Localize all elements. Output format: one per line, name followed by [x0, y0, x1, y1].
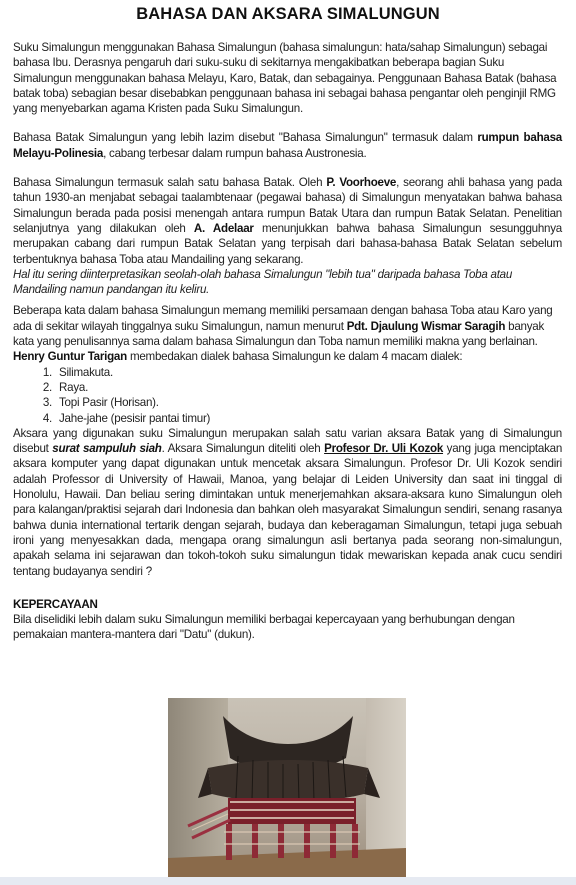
list-item: 3. Topi Pasir (Horisan).: [55, 395, 562, 410]
list-item: 4. Jahe-jahe (pesisir pantai timur): [55, 411, 562, 426]
paragraph-vocabulary: Beberapa kata dalam bahasa Simalungun memang memiliki persamaan dengan bahasa Toba atau Karo yang ada di sekitar wilayah tinggalnya suku Simalungun, namun menurut Pdt. Djaulung Wismar Saragih banyak kata yang penulisannya sama dalam bahasa Simalungun dan Toba namun memiliki makna yang berlainan.: [13, 304, 553, 349]
page-title: BAHASA DAN AKSARA SIMALUNGUN: [136, 5, 440, 23]
list-item: 2. Raya.: [55, 380, 562, 395]
bold-name-tarigan: Henry Guntur Tarigan: [13, 350, 127, 364]
traditional-house-model-image: [168, 698, 406, 878]
bold-name-voorhoeve: P. Voorhoeve: [326, 176, 397, 190]
page-footer-strip: [0, 877, 576, 885]
dialect-list: [13, 365, 562, 426]
bold-name-adelaar: A. Adelaar: [193, 221, 254, 235]
article-body: [13, 40, 562, 643]
kozok-link[interactable]: Profesor Dr. Uli Kozok: [324, 442, 444, 456]
section-heading-kepercayaan: KEPERCAYAAN: [13, 597, 98, 611]
bold-italic-term: surat sampuluh siah: [52, 442, 162, 456]
paragraph-classification: Bahasa Simalungun termasuk salah satu bahasa Batak. Oleh P. Voorhoeve, seorang ahli bahasa yang pada tahun 1930-an menjabat sebagai taalambtenaar (pegawai bahasa) di Simalungun menyatakan bahwa bahasa Simalungun berada pada posisi menengah antara rumpun Batak Utara dan rumpun Batak Selatan. Penelitian selanjutnya yang dilakukan oleh A. Adelaar menunjukkan bahwa bahasa Simalungun sesungguhnya merupakan cabang dari rumpun Batak Selatan yang terpisah dari bahasa-bahasa Batak Selatan sebelum terbentuknya bahasa Toba atau Mandailing yang sekarang.: [13, 176, 562, 266]
paragraph-language-family: Bahasa Batak Simalungun yang lebih lazim disebut "Bahasa Simalungun" termasuk dalam rumpun bahasa Melayu-Polinesia, cabang terbesar dalam rumpun bahasa Austronesia.: [13, 131, 563, 160]
list-item: 1. Silimakuta.: [55, 365, 562, 380]
house-model-illustration: [168, 698, 406, 878]
paragraph-intro: Suku Simalungun menggunakan Bahasa Simalungun (bahasa simalungun: hata/sahap Simalungun) sebagai bahasa Ibu. Derasnya pengaruh dari suku-suku di sekitarnya mengakibatkan beberapa bagian Suku Simalungun menggunakan bahasa Melayu, Karo, Batak, dan sebagainya. Penggunaan Bahasa Batak (bahasa batak toba) sebagian besar disebabkan penggunaan bahasa ini sebagai bahasa pengantar oleh penginjil RMG yang menyebarkan agama Kristen pada Suku Simalungun.: [13, 41, 557, 116]
bold-name-saragih: Pdt. Djaulung Wismar Saragih: [346, 319, 506, 333]
paragraph-script: Aksara yang digunakan suku Simalungun merupakan salah satu varian aksara Batak yang di Simalungun disebut surat sampuluh siah. Aksara Simalungun diteliti oleh Profesor Dr. Uli Kozok yang juga menciptakan aksara komputer yang dapat digunakan untuk mencetak aksara Simalungun. Profesor Dr. Uli Kozok sendiri adalah Professor di University of Hawaii, Manoa, yang belajar di Leiden University dan saat ini tinggal di Honolulu, Hawaii. Dan beliau sering dimintakan untuk menerjemahkan aksara-aksara kuno Simalungun oleh para kalangan/praktisi sejarah dari Indonesia dan bahkan oleh masyarakat Simalungun sendiri, senang rasanya bahwa dunia international tertarik dengan sejarah, budaya dan keberagaman Simalungun, tetapi juga sebuah ironi yang menyesakkan dada, mengapa orang simalungun asli bertanya pada seorang non-simalungun, apakah selama ini sejarawan dan tokoh-tokoh suku simalungun tidak mewariskan kepada anak cucu sendiri tentang budayanya sendiri ?: [13, 426, 563, 578]
bold-term: rumpun bahasa Melayu-Polinesia: [13, 131, 563, 160]
paragraph-italic-note: Hal itu sering diinterpretasikan seolah-olah bahasa Simalungun "lebih tua" daripada bahasa Toba atau Mandailing namun pandangan itu keliru.: [13, 267, 513, 297]
paragraph-dialects-intro: Henry Guntur Tarigan membedakan dialek bahasa Simalungun ke dalam 4 macam dialek:: [13, 350, 463, 364]
paragraph-beliefs: Bila diselidiki lebih dalam suku Simalungun memiliki berbagai kepercayaan yang berhubungan dengan pemakaian mantera-mantera dari "Datu" (dukun).: [13, 613, 515, 642]
